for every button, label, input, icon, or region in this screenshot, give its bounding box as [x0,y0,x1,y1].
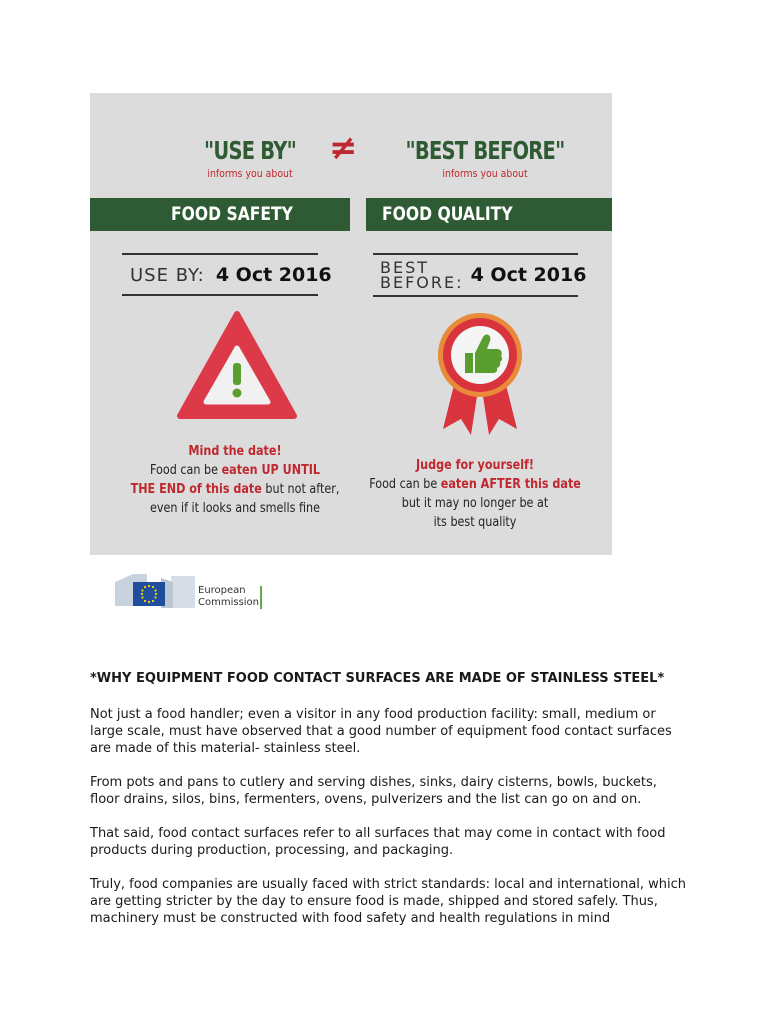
best-before-title: "BEST BEFORE" [405,136,565,165]
divider [122,294,318,296]
use-by-caption-line: THE END of this date but not after, [130,482,340,497]
not-equal-icon: ≠ [329,128,358,168]
european-commission-text: European Commission [198,585,260,608]
food-quality-band [366,198,612,231]
divider [373,253,578,255]
use-by-date: 4 Oct 2016 [215,264,332,286]
divider [122,253,318,255]
best-before-date-line [380,260,586,290]
article [90,670,690,944]
best-before-date: 4 Oct 2016 [470,264,587,286]
best-before-caption-title: Judge for yourself! [415,458,535,473]
use-by-best-before-infographic [90,93,612,555]
food-safety-band [90,198,350,231]
use-by-label: USE BY: [130,265,205,286]
use-by-heading [190,137,310,180]
article-paragraph: Truly, food companies are usually faced with strict standards: local and international, which are getting stricter by the day to ensure food is made, shipped and stored safely. Thus, machinery must be constructed with food safety and health regulations in mind [90,877,687,926]
use-by-caption-line: Food can be eaten UP UNTIL [150,463,320,478]
food-quality-label: FOOD QUALITY [382,203,513,225]
best-before-label: BEST BEFORE: [380,258,464,292]
use-by-title: "USE BY" [204,136,296,165]
article-heading: *WHY EQUIPMENT FOOD CONTACT SURFACES ARE MADE OF STAINLESS STEEL* [90,671,665,686]
logo-accent-bar [260,586,262,609]
article-paragraph: That said, food contact surfaces refer to all surfaces that may come in contact with food products during production, processing, and packaging. [90,826,666,858]
best-before-caption-line: but it may no longer be at [401,496,549,511]
best-before-caption [352,456,598,532]
divider [373,295,578,297]
use-by-informs: informs you about [207,167,293,180]
use-by-caption-line: even if it looks and smells fine [149,501,321,516]
food-safety-label: FOOD SAFETY [171,203,293,225]
use-by-caption-title: Mind the date! [188,444,282,459]
warning-triangle-icon [176,310,298,422]
best-before-caption-line: its best quality [433,515,517,530]
best-before-informs: informs you about [442,167,528,180]
best-before-caption-line: Food can be eaten AFTER this date [369,477,581,492]
article-paragraph: Not just a food handler; even a visitor in any food production facility: small, medium or large scale, must have observed that a good number of equipment food contact surfaces are made of this material- stainless steel. [90,707,672,756]
use-by-caption [110,442,360,518]
thumbs-up-rosette-icon [435,311,525,441]
article-paragraph: From pots and pans to cutlery and serving dishes, sinks, dairy cisterns, bowls, buckets, floor drains, silos, bins, fermenters, ovens, pulverizers and the list can go on and on. [90,775,657,807]
use-by-date-line [130,261,332,290]
best-before-heading [375,137,595,180]
